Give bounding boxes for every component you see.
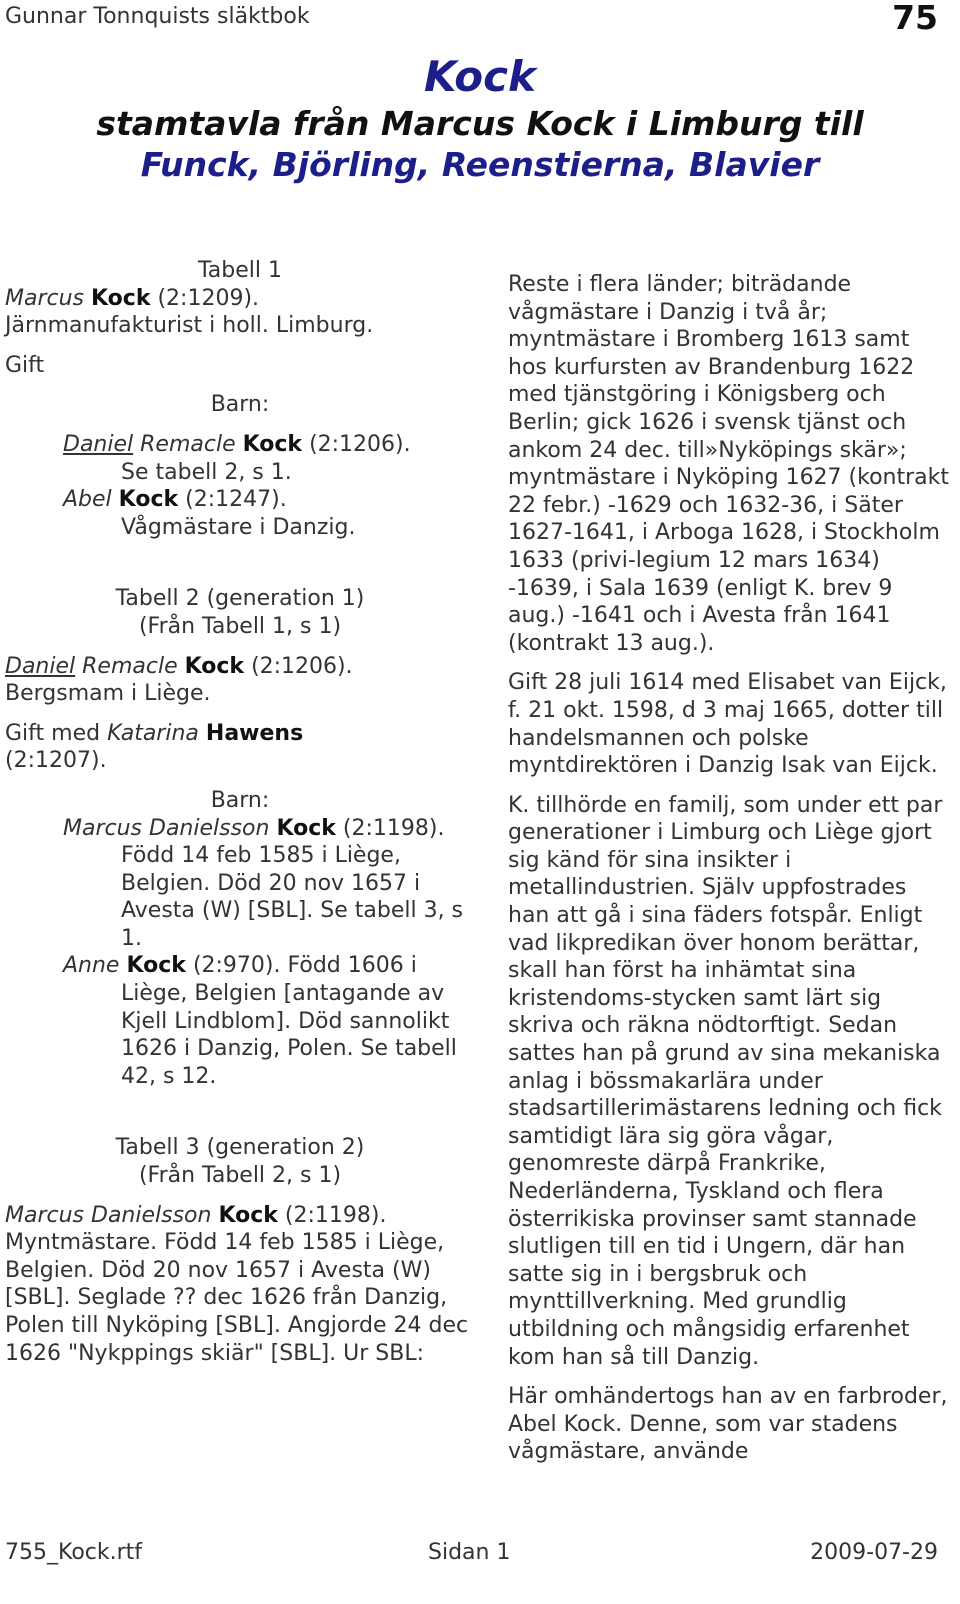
subtitle-line1: stamtavla från Marcus Kock i Limburg till [96,104,864,143]
table3-from: (Från Tabell 2, s 1) [138,1163,342,1189]
footer-page: Sidan 1 [428,1540,511,1565]
sbl-paragraph: Reste i flera länder; biträdande vågmästare i Danzig i två år; myntmästare i Bromberg 1613 samt hos kurfursten av Brandenburg 1622 med tjänstgöring i Königsberg och Berlin; gick 1626 i svensk tjänst och ankom 24 dec. till»Nyköpings skär»; myntmästare i Nyköping 1627 (kontrakt 22 febr.) -1629 och 1632-36, i Säter 1627-1641, i Arboga 1628, i Stockholm 1633 (privi-legium 12 mars 1634) -1639, i Sala 1639 (enligt K. brev 9 aug.) -1641 och i Avesta från 1641 (kontrakt 13 aug.). [508,272,950,656]
sbl-paragraph: Gift 28 juli 1614 med Elisabet van Eijck, f. 21 okt. 1598, d 3 maj 1665, dotter till handelsmannen och polske myntdirektören i Danzig Isak van Eijck. [508,670,947,779]
sbl-paragraph: K. tillhörde en familj, som under ett par generationer i Limburg och Liège gjort sig känd för sina insikter i metallindustrien. Själv uppfostrades han att gå i sina fäders fotspår. Enligt vad likpredikan över honom berättar, skall han först ha inhämtat sina kristendoms-stycken samt lärt sig skriva och räkna nödtorftigt. Sedan sattes han på grund av sina mekaniska anlag i bössmakarlära under stadsartillerimästarens ledning och fick samtidigt lära sig göra vågar, genomreste därpå Frankrike, Nederländerna, Tyskland och flera österrikiska provinser samt stannade slutligen till en tid i Ungern, där han satte sig in i bergsbruk och mynttillverkning. Med grundlig utbildning och mångsidig erfarenhet kom han så till Danzig. [508,792,943,1370]
table1-married: Gift [5,352,45,378]
table2-from: (Från Tabell 1, s 1) [138,613,342,639]
table2-heading: Tabell 2 (generation 1) [115,586,365,612]
family-title: Kock [424,52,536,101]
table3-person: Marcus Danielsson Kock (2:1198). Myntmästare. Född 14 feb 1585 i Liège, Belgien. Död 20 nov 1657 i Avesta (W) [SBL]. Seglade ?? dec 1626 från Danzig, Polen till Nyköping [SBL]. Angjorde 24 dec 1626 "Nykppings skiär" [SBL]. Ur SBL: [5,1202,469,1366]
subtitle-line2: Funck, Björling, Reenstierna, Blavier [140,145,820,184]
sbl-paragraph: Här omhändertogs han av en farbroder, Abel Kock. Denne, som var stadens vågmästare, använde [508,1384,948,1465]
table2-child-marcus: Marcus Danielsson Kock (2:1198). Född 14 feb 1585 i Liège, Belgien. Död 20 nov 1657 i Avesta (W) [SBL]. Se tabell 3, s 1. [63,815,464,951]
table2-person: Daniel Remacle Kock (2:1206). Bergsmam i Liège. [5,653,353,707]
footer-filename: 755_Kock.rtf [5,1540,143,1565]
footer-date: 2009-07-29 [810,1540,938,1565]
table1-child-abel: Abel Kock (2:1247). Vågmästare i Danzig. [63,487,356,540]
table2-married: Gift med Katarina Hawens (2:1207). [5,720,304,774]
table1-children-label: Barn: [210,392,270,418]
table2-child-anne: Anne Kock (2:970). Född 1606 i Liège, Belgien [antagande av Kjell Lindblom]. Död sannolikt 1626 i Danzig, Polen. Se tabell 42, s 12. [63,953,457,1089]
left-column [5,257,475,1367]
page-number: 75 [892,0,938,37]
right-column [508,271,953,1478]
table1-heading: Tabell 1 [198,258,282,283]
table1-person: Marcus Kock (2:1209). Järnmanufakturist i holl. Limburg. [5,285,374,339]
table3-heading: Tabell 3 (generation 2) [115,1135,365,1161]
book-title: Gunnar Tonnquists släktbok [5,4,310,29]
table2-children-label: Barn: [210,787,270,813]
table1-child-daniel: Daniel Remacle Kock (2:1206). Se tabell 2, s 1. [63,431,411,485]
